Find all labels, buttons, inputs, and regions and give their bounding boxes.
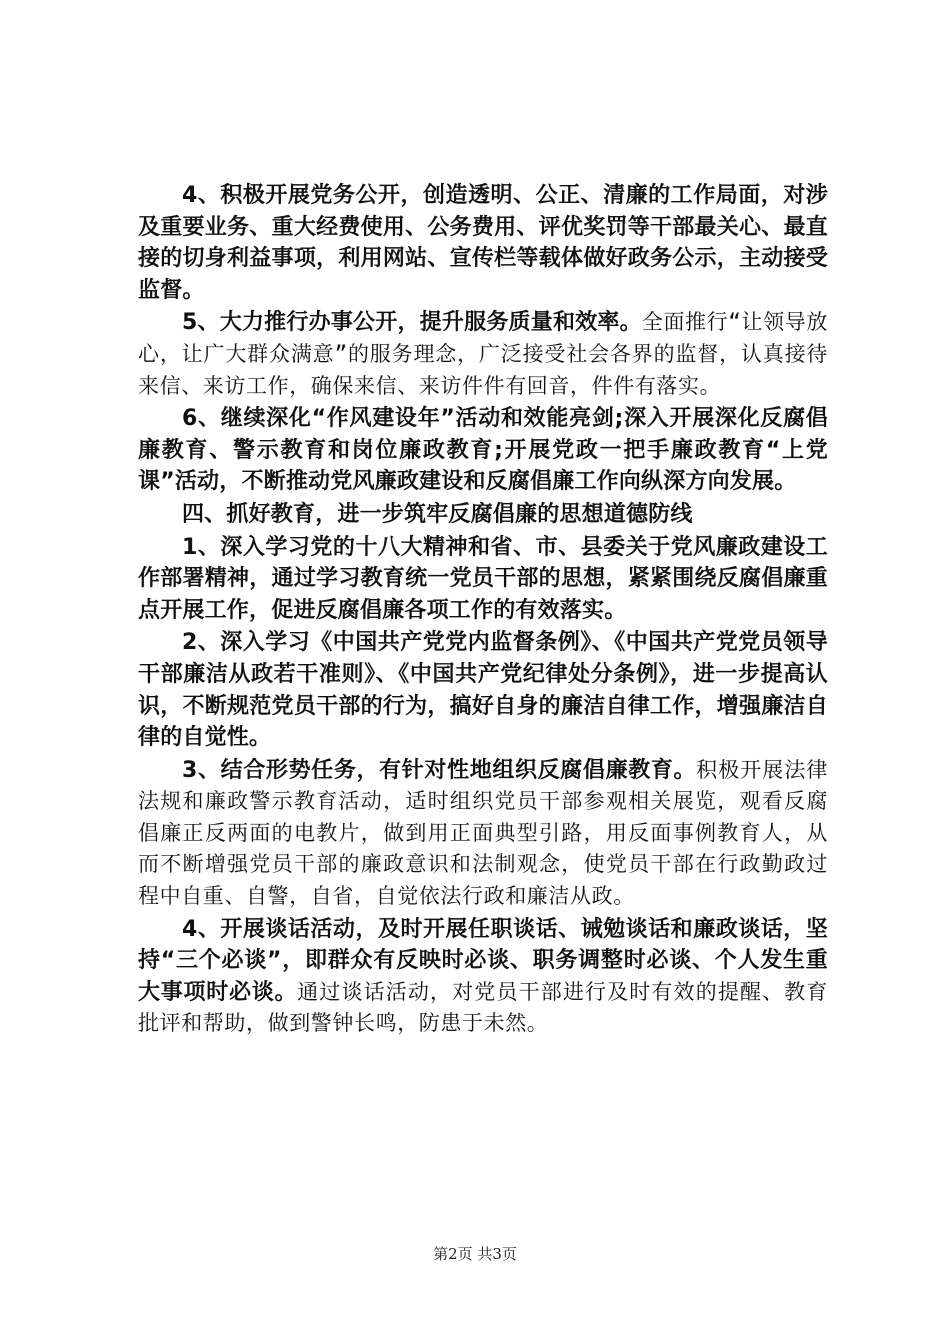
paragraph-service-disclosure — [138, 307, 828, 402]
paragraph-regular-text: 全面推行“让领导放心，让广大群众满意”的服务理念，广泛接受社会各界的监督，认真接待来信、来访工作，确保来信、来访件件有回音，件件有落实。 — [138, 310, 828, 398]
paragraph-bold-text: 6、继续深化“作风建设年”活动和效能亮剑;深入开展深化反腐倡廉教育、警示教育和岗位廉政教育;开展党政一把手廉政教育“上党课”活动，不断推动党风廉政建设和反腐倡廉工作向纵深方向发展。 — [138, 406, 828, 495]
paragraph-study-congress-spirit — [138, 532, 828, 627]
paragraph-bold-text: 5、大力推行办事公开，提升服务质量和效率。 — [182, 310, 642, 336]
paragraph-targeted-education — [138, 755, 828, 913]
paragraph-talk-activities — [138, 914, 828, 1040]
paragraph-bold-text: 1、深入学习党的十八大精神和省、市、县委关于党风廉政建设工作部署精神，通过学习教育统一党员干部的思想，紧紧围绕反腐倡廉重点开展工作，促进反腐倡廉各项工作的有效落实。 — [138, 534, 828, 623]
section-heading-education — [138, 499, 828, 531]
paragraph-study-regulations — [138, 627, 828, 753]
paragraph-bold-text: 2、深入学习《中国共产党党内监督条例》、《中国共产党党员领导干部廉洁从政若干准则》、《中国共产党纪律处分条例》，进一步提高认识，不断规范党员干部的行为，搞好自身的廉洁自律工作，增强廉洁自律的自觉性。 — [138, 630, 828, 751]
paragraph-regular-text: 积极开展法律法规和廉政警示教育活动，适时组织党员干部参观相关展览，观看反腐倡廉正反两面的电教片，做到用正面典型引路，用反面事例教育人，从而不断增强党员干部的廉政意识和法制观念，使党员干部在行政勤政过程中自重、自警，自省，自觉依法行政和廉洁从政。 — [138, 757, 828, 909]
paragraph-bold-text: 3、结合形势任务，有针对性地组织反腐倡廉教育。 — [182, 757, 697, 783]
paragraph-party-affairs-disclosure — [138, 180, 828, 306]
paragraph-regular-text: 通过谈话活动，对党员干部进行及时有效的提醒、教育批评和帮助，做到警钟长鸣，防患于未然。 — [138, 979, 828, 1036]
paragraph-bold-text: 4、开展谈话活动，及时开展任职谈话、诫勉谈话和廉政谈话，坚持“三个必谈”，即群众有反映时必谈、职务调整时必谈、个人发生重大事项时必谈。 — [138, 916, 828, 1005]
paragraph-bold-text: 4、积极开展党务公开，创造透明、公正、清廉的工作局面，对涉及重要业务、重大经费使用、公务费用、评优奖罚等干部最关心、最直接的切身利益事项，利用网站、宣传栏等载体做好政务公示，主动接受监督。 — [138, 183, 828, 303]
paragraph-work-style-year — [138, 403, 828, 498]
page-number-footer: 第2页 共3页 — [433, 1245, 517, 1263]
document-body — [138, 180, 828, 1041]
section-heading-text: 四、抓好教育，进一步筑牢反腐倡廉的思想道德防线 — [182, 501, 693, 527]
